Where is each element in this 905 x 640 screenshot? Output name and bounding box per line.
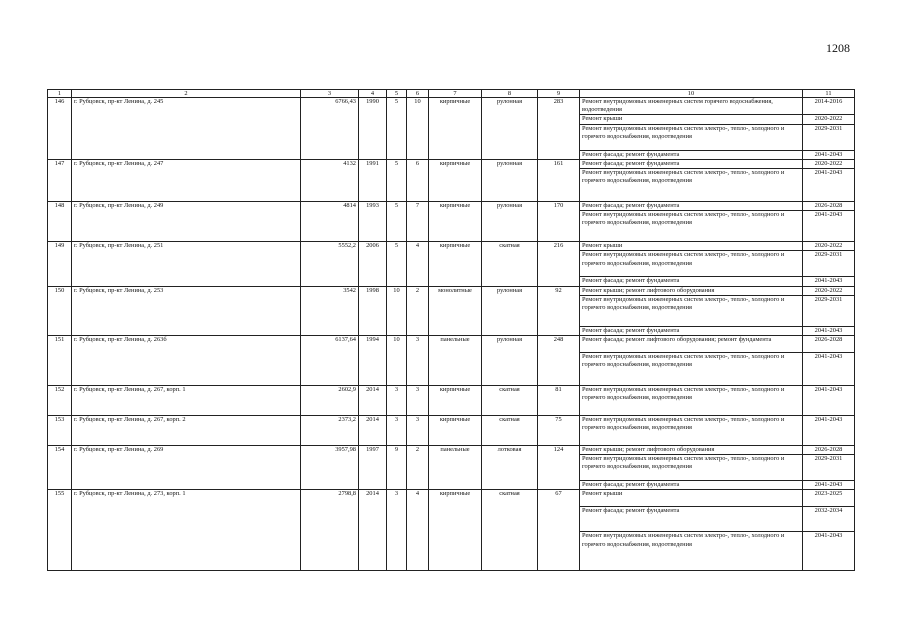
walls-cell: кирпичные [429, 202, 482, 242]
row-number-cell: 155 [48, 490, 72, 571]
work-description-cell: Ремонт внутридомовых инженерных систем электро-, тепло-, холодного и горячего водоснабжения, водоотведения [580, 124, 803, 150]
residents-cell: 283 [538, 98, 580, 160]
column-header: 11 [803, 90, 855, 98]
entrances-cell: 3 [407, 386, 429, 416]
area-cell: 2373,2 [301, 416, 359, 446]
entrances-cell: 4 [407, 242, 429, 286]
floors-cell: 10 [387, 336, 407, 386]
entrances-cell: 6 [407, 159, 429, 201]
row-number-cell: 147 [48, 159, 72, 201]
work-description-cell: Ремонт внутридомовых инженерных систем электро-, тепло-, холодного и горячего водоснабжения, водоотведения [580, 455, 803, 481]
roof-cell: рулонная [482, 159, 538, 201]
work-period-cell: 2041-2043 [803, 326, 855, 335]
year-cell: 1994 [359, 336, 387, 386]
work-description-cell: Ремонт крыши; ремонт лифтового оборудования [580, 286, 803, 295]
walls-cell: монолитные [429, 286, 482, 335]
residents-cell: 170 [538, 202, 580, 242]
entrances-cell: 4 [407, 490, 429, 571]
column-header: 8 [482, 90, 538, 98]
address-cell: г. Рубцовск, пр-кт Ленина, д. 267, корп. 2 [72, 416, 301, 446]
floors-cell: 3 [387, 490, 407, 571]
walls-cell: кирпичные [429, 490, 482, 571]
roof-cell: скатная [482, 242, 538, 286]
floors-cell: 3 [387, 416, 407, 446]
work-period-cell: 2041-2043 [803, 211, 855, 242]
address-cell: г. Рубцовск, пр-кт Ленина, д. 267, корп. 1 [72, 386, 301, 416]
row-number-cell: 149 [48, 242, 72, 286]
address-cell: г. Рубцовск, пр-кт Ленина, д. 245 [72, 98, 301, 160]
area-cell: 2602,9 [301, 386, 359, 416]
row-number-cell: 152 [48, 386, 72, 416]
work-period-cell: 2029-2031 [803, 251, 855, 277]
floors-cell: 5 [387, 98, 407, 160]
table-row [48, 98, 855, 115]
floors-cell: 9 [387, 446, 407, 490]
address-cell: г. Рубцовск, пр-кт Ленина, д. 273, корп. 1 [72, 490, 301, 571]
table-row [48, 416, 855, 446]
work-period-cell: 2020-2022 [803, 286, 855, 295]
work-period-cell: 2020-2022 [803, 159, 855, 168]
floors-cell: 5 [387, 242, 407, 286]
work-description-cell: Ремонт внутридомовых инженерных систем электро-, тепло-, холодного и горячего водоснабжения, водоотведения [580, 386, 803, 416]
area-cell: 4814 [301, 202, 359, 242]
year-cell: 2006 [359, 242, 387, 286]
column-header: 5 [387, 90, 407, 98]
work-description-cell: Ремонт внутридомовых инженерных систем электро-, тепло-, холодного и горячего водоснабжения, водоотведения [580, 251, 803, 277]
address-cell: г. Рубцовск, пр-кт Ленина, д. 249 [72, 202, 301, 242]
table-row [48, 159, 855, 168]
work-period-cell: 2041-2043 [803, 416, 855, 446]
roof-cell: рулонная [482, 98, 538, 160]
entrances-cell: 3 [407, 416, 429, 446]
year-cell: 1998 [359, 286, 387, 335]
page-number: 1208 [826, 41, 850, 55]
table-row [48, 286, 855, 295]
roof-cell: скатная [482, 386, 538, 416]
entrances-cell: 2 [407, 286, 429, 335]
work-description-cell: Ремонт внутридомовых инженерных систем электро-, тепло-, холодного и горячего водоснабжения, водоотведения [580, 211, 803, 242]
row-number-cell: 153 [48, 416, 72, 446]
work-description-cell: Ремонт фасада; ремонт лифтового оборудования; ремонт фундамента [580, 336, 803, 353]
work-description-cell: Ремонт фасада; ремонт фундамента [580, 507, 803, 532]
roof-cell: рулонная [482, 202, 538, 242]
walls-cell: панельные [429, 336, 482, 386]
year-cell: 1990 [359, 98, 387, 160]
residents-cell: 248 [538, 336, 580, 386]
row-number-cell: 154 [48, 446, 72, 490]
residents-cell: 124 [538, 446, 580, 490]
row-number-cell: 151 [48, 336, 72, 386]
area-cell: 3957,98 [301, 446, 359, 490]
work-period-cell: 2041-2043 [803, 353, 855, 386]
work-period-cell: 2041-2043 [803, 277, 855, 286]
column-header: 9 [538, 90, 580, 98]
address-cell: г. Рубцовск, пр-кт Ленина, д. 251 [72, 242, 301, 286]
work-description-cell: Ремонт фасада; ремонт фундамента [580, 481, 803, 490]
walls-cell: кирпичные [429, 386, 482, 416]
column-header: 1 [48, 90, 72, 98]
roof-cell: рулонная [482, 336, 538, 386]
work-period-cell: 2014-2016 [803, 98, 855, 115]
column-header: 10 [580, 90, 803, 98]
year-cell: 2014 [359, 490, 387, 571]
work-description-cell: Ремонт крыши [580, 242, 803, 251]
work-period-cell: 2032-2034 [803, 507, 855, 532]
area-cell: 2798,8 [301, 490, 359, 571]
work-description-cell: Ремонт внутридомовых инженерных систем электро-, тепло-, холодного и горячего водоснабжения, водоотведения [580, 353, 803, 386]
column-header: 4 [359, 90, 387, 98]
roof-cell: рулонная [482, 286, 538, 335]
work-period-cell: 2026-2028 [803, 202, 855, 211]
area-cell: 6766,43 [301, 98, 359, 160]
table-body [48, 98, 855, 571]
work-period-cell: 2029-2031 [803, 295, 855, 326]
area-cell: 4132 [301, 159, 359, 201]
roof-cell: скатная [482, 416, 538, 446]
work-period-cell: 2041-2043 [803, 150, 855, 159]
work-description-cell: Ремонт фасада; ремонт фундамента [580, 277, 803, 286]
entrances-cell: 2 [407, 446, 429, 490]
work-period-cell: 2041-2043 [803, 481, 855, 490]
entrances-cell: 10 [407, 98, 429, 160]
walls-cell: кирпичные [429, 242, 482, 286]
table-row [48, 336, 855, 353]
floors-cell: 10 [387, 286, 407, 335]
work-period-cell: 2029-2031 [803, 455, 855, 481]
roof-cell: скатная [482, 490, 538, 571]
work-description-cell: Ремонт фасада; ремонт фундамента [580, 150, 803, 159]
work-description-cell: Ремонт внутридомовых инженерных систем электро-, тепло-, холодного и горячего водоснабжения, водоотведения [580, 295, 803, 326]
row-number-cell: 148 [48, 202, 72, 242]
residents-cell: 81 [538, 386, 580, 416]
residents-cell: 75 [538, 416, 580, 446]
work-period-cell: 2041-2043 [803, 386, 855, 416]
table-row [48, 446, 855, 455]
address-cell: г. Рубцовск, пр-кт Ленина, д. 269 [72, 446, 301, 490]
table-row [48, 386, 855, 416]
work-description-cell: Ремонт крыши [580, 115, 803, 124]
work-description-cell: Ремонт фасада; ремонт фундамента [580, 202, 803, 211]
work-description-cell: Ремонт внутридомовых инженерных систем горячего водоснабжения, водоотведения [580, 98, 803, 115]
work-description-cell: Ремонт фасада; ремонт фундамента [580, 159, 803, 168]
work-description-cell: Ремонт крыши; ремонт лифтового оборудования [580, 446, 803, 455]
column-header: 6 [407, 90, 429, 98]
year-cell: 1991 [359, 159, 387, 201]
residents-cell: 216 [538, 242, 580, 286]
column-header: 2 [72, 90, 301, 98]
row-number-cell: 150 [48, 286, 72, 335]
work-description-cell: Ремонт внутридомовых инженерных систем электро-, тепло-, холодного и горячего водоснабжения, водоотведения [580, 416, 803, 446]
residents-cell: 92 [538, 286, 580, 335]
year-cell: 2014 [359, 416, 387, 446]
year-cell: 1997 [359, 446, 387, 490]
walls-cell: кирпичные [429, 159, 482, 201]
work-period-cell: 2026-2028 [803, 336, 855, 353]
address-cell: г. Рубцовск, пр-кт Ленина, д. 253 [72, 286, 301, 335]
work-period-cell: 2020-2022 [803, 242, 855, 251]
area-cell: 3542 [301, 286, 359, 335]
work-period-cell: 2020-2022 [803, 115, 855, 124]
area-cell: 5552,2 [301, 242, 359, 286]
work-period-cell: 2041-2043 [803, 532, 855, 571]
year-cell: 1993 [359, 202, 387, 242]
work-period-cell: 2041-2043 [803, 169, 855, 202]
floors-cell: 3 [387, 386, 407, 416]
column-number-row [48, 90, 855, 98]
walls-cell: панельные [429, 446, 482, 490]
walls-cell: кирпичные [429, 416, 482, 446]
work-description-cell: Ремонт внутридомовых инженерных систем электро-, тепло-, холодного и горячего водоснабжения, водоотведения [580, 169, 803, 202]
area-cell: 6137,64 [301, 336, 359, 386]
work-period-cell: 2023-2025 [803, 490, 855, 507]
capital-repair-table [47, 89, 855, 571]
roof-cell: лотковая [482, 446, 538, 490]
work-description-cell: Ремонт внутридомовых инженерных систем электро-, тепло-, холодного и горячего водоснабжения, водоотведения [580, 532, 803, 571]
walls-cell: кирпичные [429, 98, 482, 160]
year-cell: 2014 [359, 386, 387, 416]
floors-cell: 5 [387, 159, 407, 201]
residents-cell: 161 [538, 159, 580, 201]
work-description-cell: Ремонт крыши [580, 490, 803, 507]
entrances-cell: 3 [407, 336, 429, 386]
address-cell: г. Рубцовск, пр-кт Ленина, д. 263б [72, 336, 301, 386]
column-header: 3 [301, 90, 359, 98]
address-cell: г. Рубцовск, пр-кт Ленина, д. 247 [72, 159, 301, 201]
work-period-cell: 2026-2028 [803, 446, 855, 455]
row-number-cell: 146 [48, 98, 72, 160]
work-period-cell: 2029-2031 [803, 124, 855, 150]
table-row [48, 202, 855, 211]
residents-cell: 67 [538, 490, 580, 571]
floors-cell: 5 [387, 202, 407, 242]
table-row [48, 242, 855, 251]
column-header: 7 [429, 90, 482, 98]
work-description-cell: Ремонт фасада; ремонт фундамента [580, 326, 803, 335]
entrances-cell: 7 [407, 202, 429, 242]
table-row [48, 490, 855, 507]
